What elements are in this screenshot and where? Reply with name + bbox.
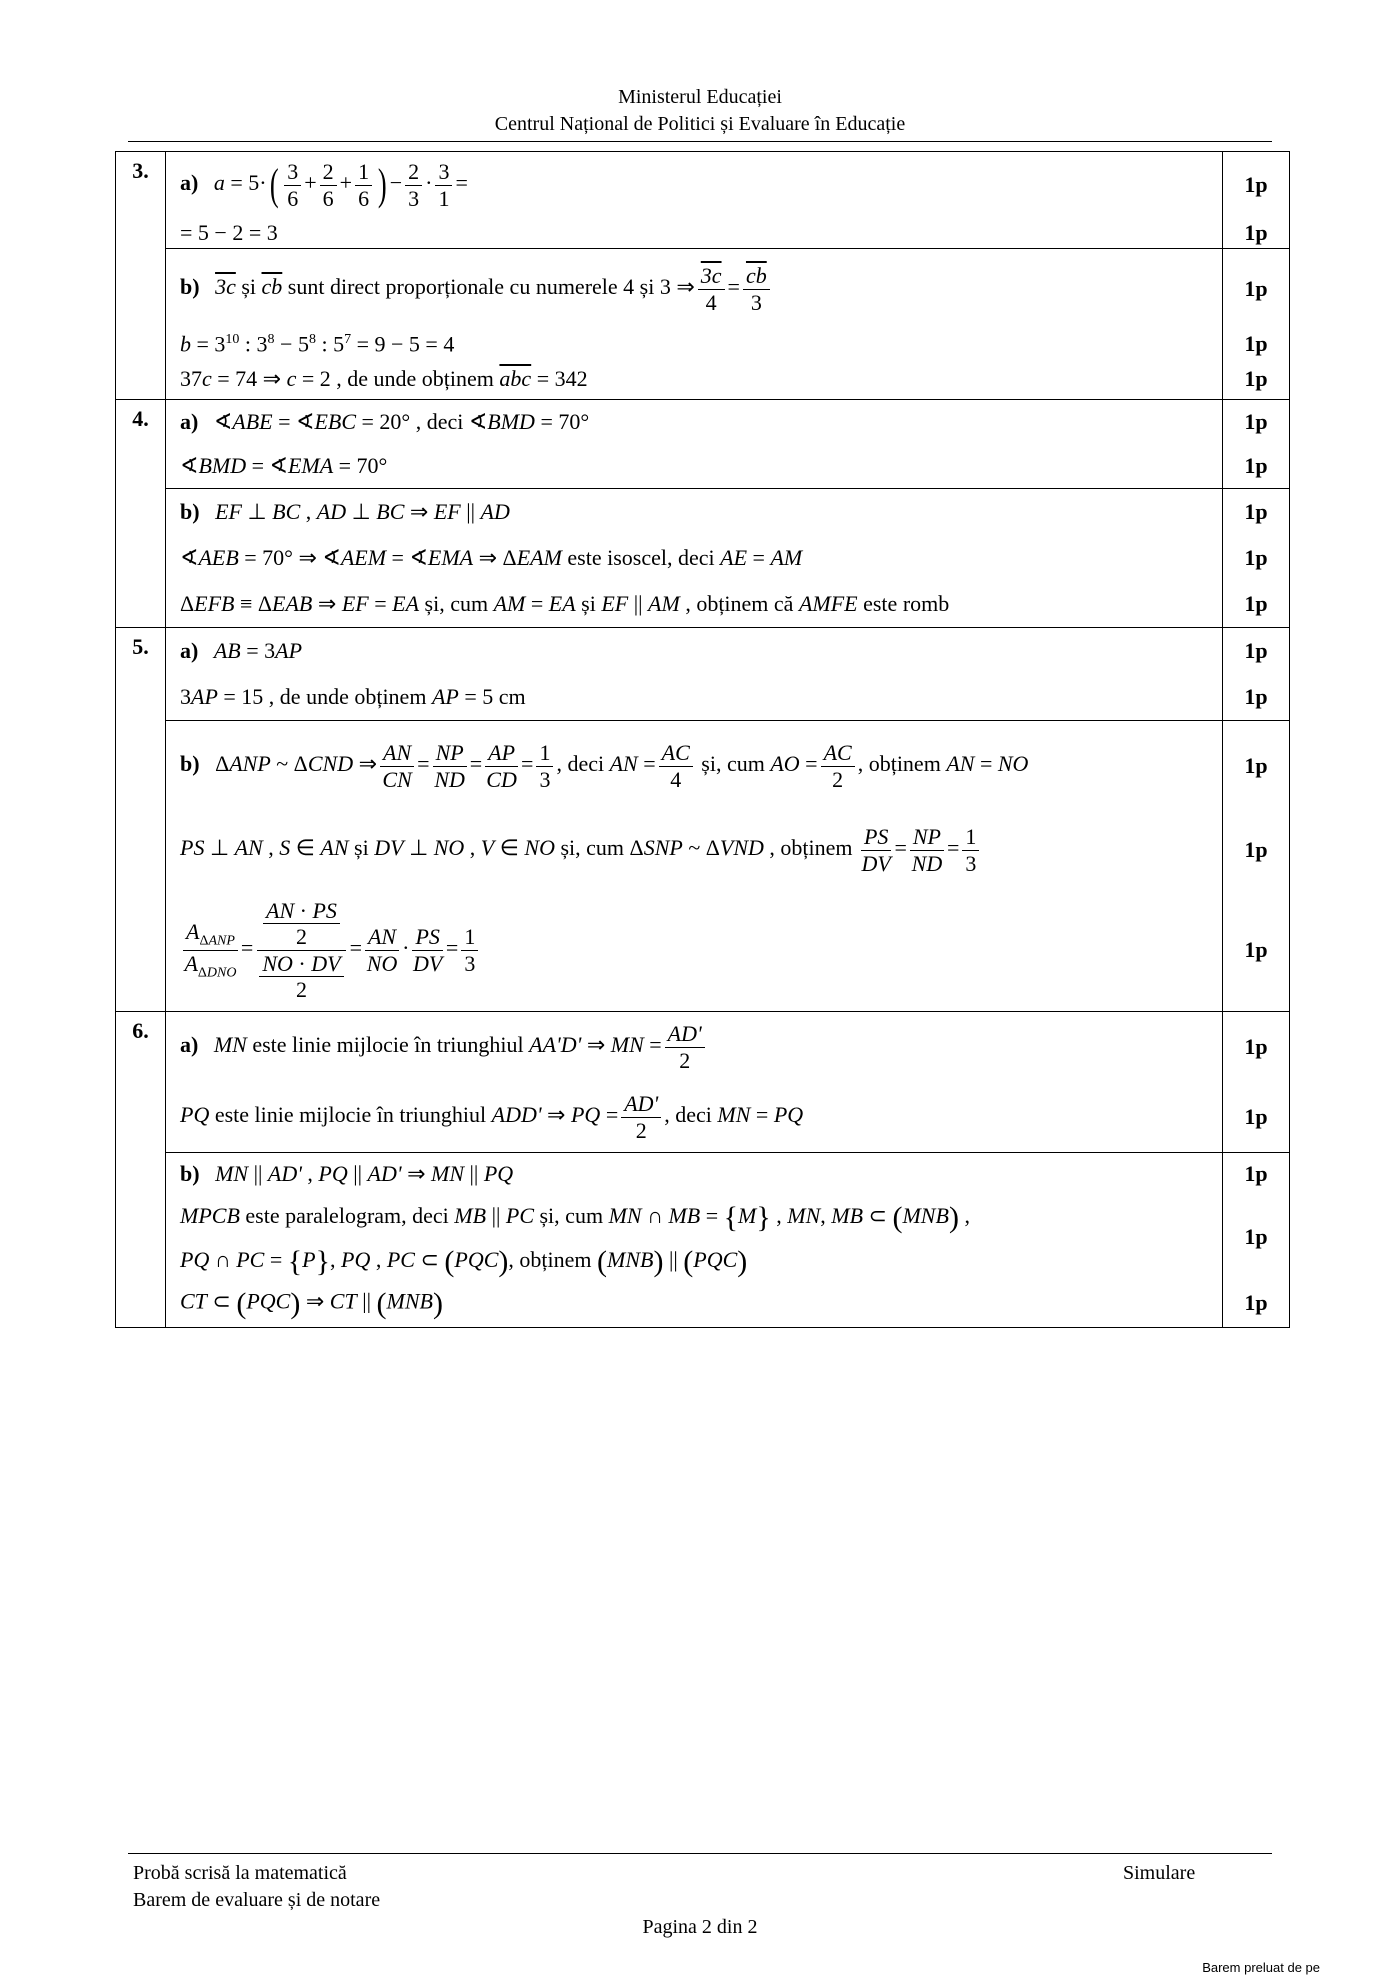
points: 1p — [1244, 937, 1268, 962]
footer-session: Simulare — [1123, 1862, 1196, 1884]
points-cell — [1223, 1012, 1290, 1153]
header-divider — [128, 141, 1272, 142]
problem-number: 4. — [116, 400, 166, 628]
points-cell — [1223, 489, 1290, 628]
solution-cell: a) AB = 3AP 3AP = 15 , de unde obținem AP = 5 cm — [166, 628, 1223, 721]
points: 1p — [1244, 1224, 1268, 1249]
source-note: Barem preluat de pe — [1202, 1960, 1320, 1975]
solution-cell: b) 3c și $\overline{cb}$ sunt direct proporționale cu numerele 4 și 3 ⇒ $\frac{3c}{4}$ = $\frac{\overline{cb}}{3}$ $b = 3^{10}$ : $3^8 - 5^8$ : $5^7 = 9 - 5 = 4$ 37c = 74 ⇒ c = 2 , de unde obținem $\overline{abc} = 342$ — [166, 249, 1223, 400]
points: 1p — [1244, 638, 1268, 663]
points-cell — [1223, 721, 1290, 1012]
problem-3-b-row — [116, 249, 1290, 400]
points: 1p — [1244, 331, 1268, 356]
points: 1p — [1244, 220, 1268, 245]
points: 1p — [1244, 453, 1268, 478]
points: 1p — [1244, 366, 1268, 391]
points: 1p — [1244, 753, 1268, 778]
footer-doc-type: Barem de evaluare și de notare — [133, 1889, 381, 1911]
points-cell — [1223, 1153, 1290, 1328]
problem-5-a-row — [116, 628, 1290, 721]
points: 1p — [1244, 1034, 1268, 1059]
problem-6-a-row — [116, 1012, 1290, 1153]
solution-cell: a) MN este linie mijlocie în triunghiul AA'D' ⇒ MN = $\frac{AD'}{2}$ PQ este linie mijlocie în triunghiul ADD' ⇒ PQ = $\frac{AD'}{2}$ , deci MN = PQ — [166, 1012, 1223, 1153]
footer-divider — [128, 1853, 1272, 1854]
problem-number: 3. — [116, 152, 166, 400]
problem-number: 6. — [116, 1012, 166, 1328]
header-center: Centrul Național de Politici și Evaluare în Educație — [494, 113, 906, 135]
points: 1p — [1244, 499, 1268, 524]
problem-5-b-row — [116, 721, 1290, 1012]
header-ministry: Ministerul Educației — [618, 86, 782, 108]
points: 1p — [1244, 1161, 1268, 1186]
solution-cell: b) MN || AD' , PQ || AD' ⇒ MN || PQ MPCB este paralelogram, deci MB || PC și, cum MN ∩ MB = {M} , MN, MB ⊂ (MNB) , PQ ∩ PC = {P}, PQ , PC ⊂ (PQC), obținem (MNB) || (PQC) CT ⊂ (PQC) ⇒ CT || (MNB) — [166, 1153, 1223, 1328]
points-cell — [1223, 152, 1290, 249]
solution-cell: b) ΔANP ~ ΔCND ⇒ $\frac{AN}{CN}$ = $\frac{NP}{ND}$ = $\frac{AP}{CD}$ = $\frac{1}{3}$ , deci AN = $\frac{AC}{4}$ și, cum AO = $\frac{AC}{2}$ , obținem AN = NO PS ⊥ AN , S ∈ AN și DV ⊥ NO , V ∈ NO și, cum ΔSNP ~ ΔVND , obținem $\frac{PS}{DV}$ = $\frac{NP}{ND}$ = $\frac{1}{3}$ $\frac{A_{\Delta ANP}}{A_{\Delta DNO}}$ = $\frac{\frac{AN \cdot PS}{2}}{\frac{NO \cdot DV}{2}}$ = $\frac{AN}{NO}$ · $\frac{PS}{DV}$ = $\frac{1}{3}$ — [166, 721, 1223, 1012]
solution-cell: a) a = 5·( $\frac{3}{6}$ + $\frac{2}{6}$ + $\frac{1}{6}$ ) − $\frac{2}{3}$ · $\frac{3}{1}$ = = 5 − 2 = 3 — [166, 152, 1223, 249]
problem-4-a-row — [116, 400, 1290, 489]
points: 1p — [1244, 684, 1268, 709]
points: 1p — [1244, 172, 1268, 197]
footer-exam-title: Probă scrisă la matematică — [133, 1862, 347, 1884]
points: 1p — [1244, 837, 1268, 862]
problem-6-b-row — [116, 1153, 1290, 1328]
solution-cell: b) EF ⊥ BC , AD ⊥ BC ⇒ EF || AD ∢AEB = 70° ⇒ ∢AEM = ∢EMA ⇒ ΔEAM este isoscel, deci AE = AM ΔEFB ≡ ΔEAB ⇒ EF = EA și, cum AM = EA și EF || AM , obținem că AMFE este romb — [166, 489, 1223, 628]
solution-cell: a) ∢ABE = ∢EBC = 20° , deci ∢BMD = 70° ∢BMD = ∢EMA = 70° — [166, 400, 1223, 489]
points-cell — [1223, 628, 1290, 721]
grading-table — [115, 151, 1290, 1328]
points: 1p — [1244, 409, 1268, 434]
points: 1p — [1244, 591, 1268, 616]
points: 1p — [1244, 1290, 1268, 1315]
problem-4-b-row — [116, 489, 1290, 628]
points: 1p — [1244, 276, 1268, 301]
page-number: Pagina 2 din 2 — [642, 1916, 758, 1938]
points-cell — [1223, 400, 1290, 489]
problem-number: 5. — [116, 628, 166, 1012]
points: 1p — [1244, 545, 1268, 570]
points-cell — [1223, 249, 1290, 400]
points: 1p — [1244, 1104, 1268, 1129]
problem-3-a-row — [116, 152, 1290, 249]
